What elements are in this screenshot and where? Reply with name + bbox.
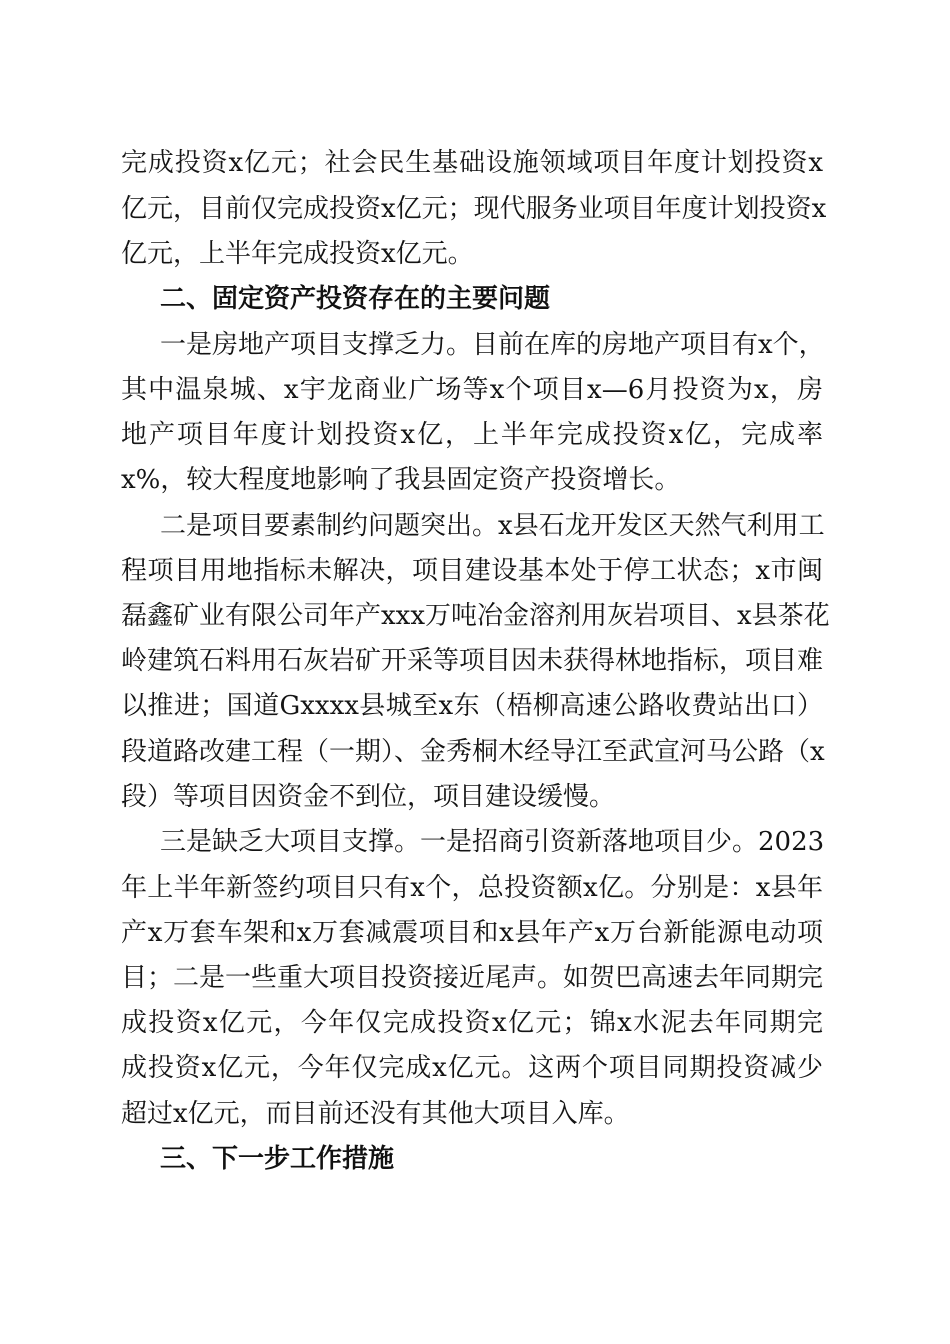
paragraph-text: 目前在库的房地产项目有x个，: [472, 330, 825, 360]
paragraph-line: 超过x亿元，而目前还没有其他大项目入库。: [121, 1099, 630, 1129]
paragraph-line: 以推进；国道Gxxxx县城至x东（梧柳高速公路收费站出口）: [121, 691, 823, 721]
paragraph-line: x%，较大程度地影响了我县固定资产投资增长。: [121, 465, 681, 495]
paragraph-line: 完成投资x亿元；社会民生基础设施领域项目年度计划投资x: [121, 148, 823, 178]
section-heading: 二、固定资产投资存在的主要问题: [160, 284, 551, 314]
paragraph-line: 段道路改建工程（一期）、金秀桐木经导江至武宣河马公路（x: [121, 737, 825, 767]
paragraph-first-line: [160, 323, 823, 367]
paragraph-lead: 一是房地产项目支撑乏力。: [160, 330, 473, 360]
paragraph-first-line: [160, 504, 823, 548]
paragraph-line: 段）等项目因资金不到位，项目建设缓慢。: [121, 782, 616, 812]
paragraph-line: 其中温泉城、x宇龙商业广场等x个项目x—6月投资为x，房: [121, 375, 823, 405]
paragraph-line: 程项目用地指标未解决，项目建设基本处于停工状态；x市闽: [121, 556, 823, 586]
paragraph-line: 成投资x亿元，今年仅完成x亿元。这两个项目同期投资减少: [121, 1053, 823, 1083]
section-heading: 三、下一步工作措施: [160, 1144, 395, 1174]
paragraph-lead: 二是项目要素制约问题突出。: [160, 511, 499, 541]
paragraph-lead: 三是缺乏大项目支撑。: [160, 827, 421, 857]
paragraph-line: 成投资x亿元，今年仅完成投资x亿元；锦x水泥去年同期完: [121, 1008, 823, 1038]
paragraph-line: 磊鑫矿业有限公司年产xxx万吨冶金溶剂用灰岩项目、x县茶花: [121, 601, 830, 631]
paragraph-line: 亿元，目前仅完成投资x亿元；现代服务业项目年度计划投资x: [121, 194, 827, 224]
paragraph-line: 产x万套车架和x万套减震项目和x县年产x万台新能源电动项: [121, 918, 823, 948]
paragraph-first-line: [160, 820, 823, 864]
paragraph-line: 岭建筑石料用石灰岩矿开采等项目因未获得林地指标，项目难: [121, 646, 824, 676]
paragraph-text: 一是招商引资新落地项目少。2023: [420, 827, 825, 857]
paragraph-line: 亿元，上半年完成投资x亿元。: [121, 239, 474, 269]
paragraph-line: 地产项目年度计划投资x亿，上半年完成投资x亿，完成率: [121, 420, 823, 450]
paragraph-line: 年上半年新签约项目只有x个，总投资额x亿。分别是：x县年: [121, 873, 823, 903]
paragraph-text: x县石龙开发区天然气利用工: [498, 511, 825, 541]
paragraph-line: 目；二是一些重大项目投资接近尾声。如贺巴高速去年同期完: [121, 963, 824, 993]
